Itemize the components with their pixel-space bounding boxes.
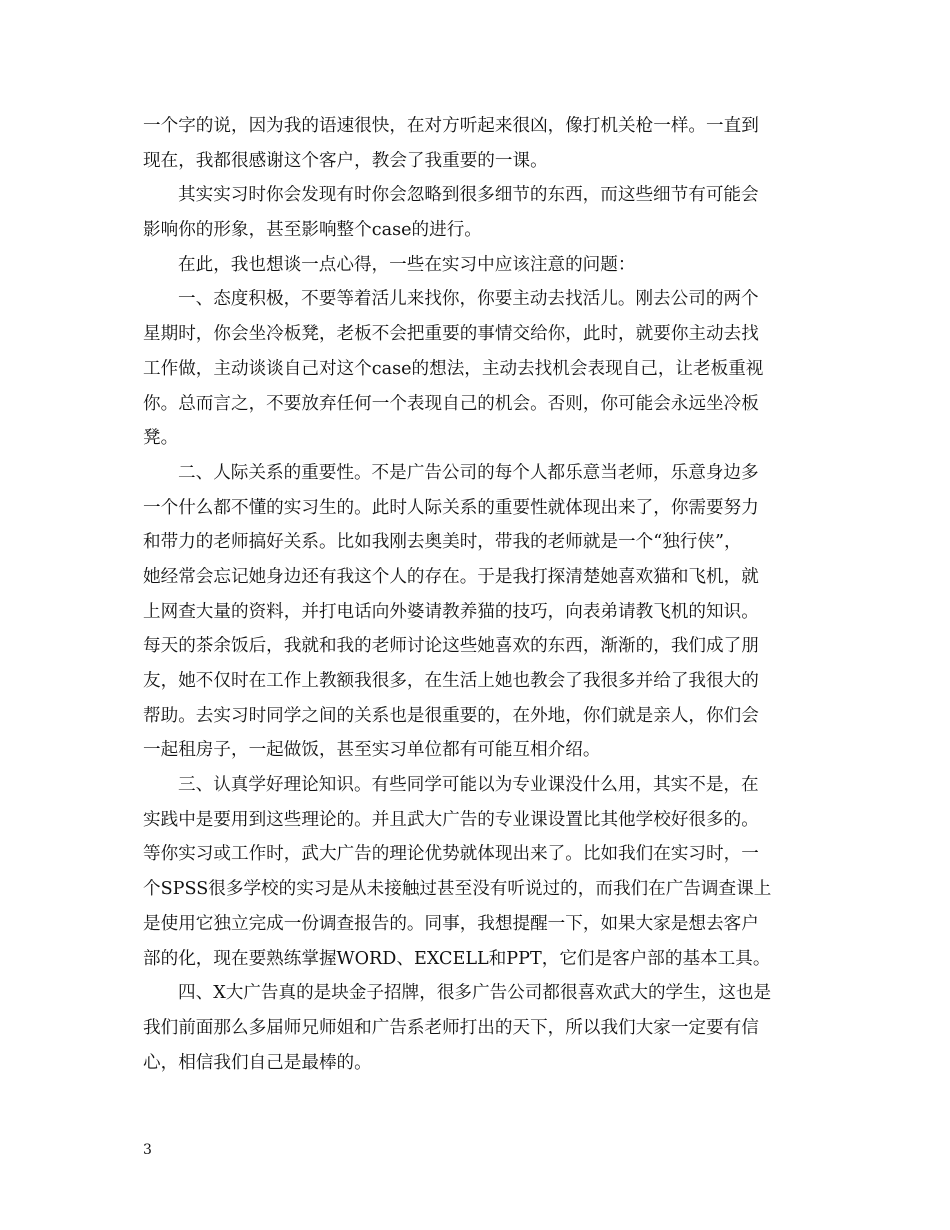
text-line: 我们前面那么多届师兄师姐和广告系老师打出的天下，所以我们大家一定要有信 xyxy=(143,1017,759,1038)
text-line: 和带力的老师搞好关系。比如我刚去奥美时，带我的老师就是一个“独行侠”， xyxy=(143,532,742,553)
text-line: 每天的茶余饭后，我就和我的老师讨论这些她喜欢的东西，渐渐的，我们成了朋 xyxy=(143,636,759,657)
text-line: 工作做，主动谈谈自己对这个case的想法，主动去找机会表现自己，让老板重视 xyxy=(143,358,764,379)
text-line: 一个字的说，因为我的语速很快，在对方听起来很凶，像打机关枪一样。一直到 xyxy=(143,116,759,136)
text-line: 她经常会忘记她身边还有我这个人的存在。于是我打探清楚她喜欢猫和飞机，就 xyxy=(143,566,759,587)
text-line: 等你实习或工作时，武大广告的理论优势就体现出来了。比如我们在实习时，一 xyxy=(143,844,759,865)
text-line: 一、态度积极，不要等着活儿来找你，你要主动去找活儿。刚去公司的两个 xyxy=(178,289,759,310)
text-line: 是使用它独立完成一份调查报告的。同事，我想提醒一下，如果大家是想去客户 xyxy=(143,913,759,934)
text-line: 星期时，你会坐冷板凳，老板不会把重要的事情交给你，此时，就要你主动去找 xyxy=(143,324,759,345)
text-line: 二、人际关系的重要性。不是广告公司的每个人都乐意当老师，乐意身边多 xyxy=(178,462,759,483)
text-line: 友，她不仅时在工作上教额我很多，在生活上她也教会了我很多并给了我很大的 xyxy=(143,671,759,691)
text-line: 个SPSS很多学校的实习是从未接触过甚至没有听说过的，而我们在广告调查课上 xyxy=(143,879,772,900)
text-line: 在此，我也想谈一点心得，一些在实习中应该注意的问题： xyxy=(178,254,636,275)
text-line: 凳。 xyxy=(143,428,179,449)
text-line: 帮助。去实习时同学之间的关系也是很重要的，在外地，你们就是亲人，你们会 xyxy=(143,705,759,726)
document-body xyxy=(143,109,810,1080)
text-line: 心，相信我们自己是最棒的。 xyxy=(143,1052,372,1073)
text-line: 四、X大广告真的是块金子招牌，很多广告公司都很喜欢武大的学生，这也是 xyxy=(178,983,772,1004)
text-line: 其实实习时你会发现有时你会忽略到很多细节的东西，而这些细节有可能会 xyxy=(178,185,759,206)
page-number: 3 xyxy=(143,1142,152,1158)
text-line: 影响你的形象，甚至影响整个case的进行。 xyxy=(143,220,482,241)
text-line: 一起租房子，一起做饭，甚至实习单位都有可能互相介绍。 xyxy=(143,740,601,761)
text-line: 实践中是要用到这些理论的。并且武大广告的专业课设置比其他学校好很多的。 xyxy=(143,809,759,830)
text-line: 一个什么都不懂的实习生的。此时人际关系的重要性就体现出来了，你需要努力 xyxy=(143,497,759,518)
text-line: 上网查大量的资料，并打电话向外婆请教养猫的技巧，向表弟请教飞机的知识。 xyxy=(143,601,759,622)
text-line: 你。总而言之，不要放弃任何一个表现自己的机会。否则，你可能会永远坐冷板 xyxy=(143,393,759,414)
text-line: 部的化，现在要熟练掌握WORD、EXCELL和PPT，它们是客户部的基本工具。 xyxy=(143,948,771,969)
text-line: 三、认真学好理论知识。有些同学可能以为专业课没什么用，其实不是，在 xyxy=(178,775,759,796)
text-line: 现在，我都很感谢这个客户，教会了我重要的一课。 xyxy=(143,150,548,171)
